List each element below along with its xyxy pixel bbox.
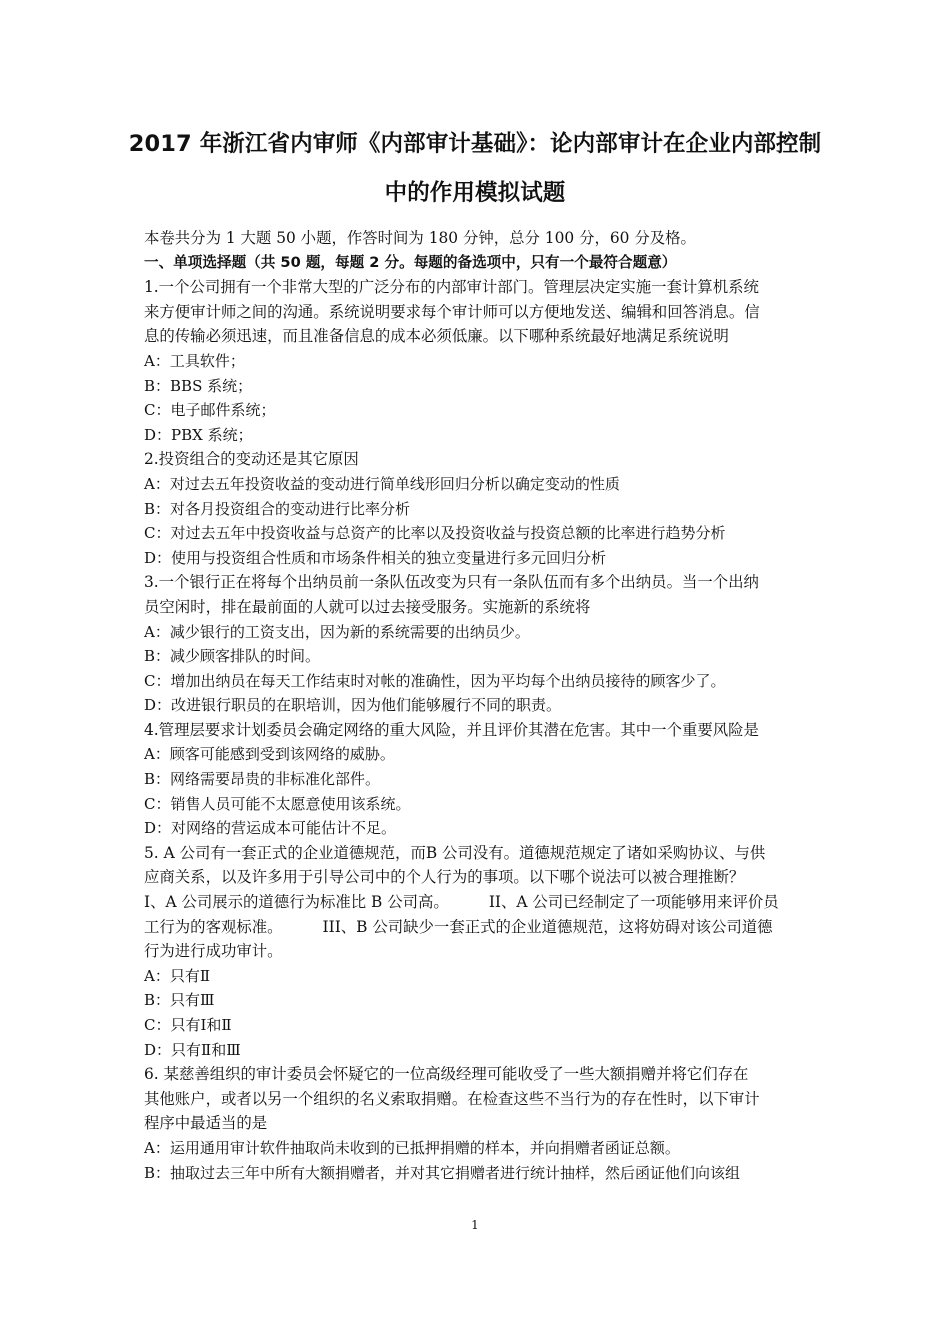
document-title-line-2: 中的作用模拟试题: [384, 180, 566, 206]
question-3-option-b: B：减少顾客排队的时间。: [144, 647, 321, 666]
question-2-line-1: 2.投资组合的变动还是其它原因: [144, 450, 359, 469]
question-3-option-d: D：改进银行职员的在职培训，因为他们能够履行不同的职责。: [144, 696, 562, 715]
question-3-line-1: 3.一个银行正在将每个出纳员前一条队伍改变为只有一条队伍而有多个出纳员。当一个出纳: [144, 573, 759, 592]
question-5-statements-line-2: [144, 915, 824, 940]
question-5-line-1: 5. A 公司有一套正式的企业道德规范，而B 公司没有。道德规范规定了诸如采购协议、与供: [144, 843, 766, 862]
question-6-line-3: 程序中最适当的是: [144, 1114, 268, 1133]
question-3-option-a: A：减少银行的工资支出，因为新的系统需要的出纳员少。: [144, 622, 530, 641]
question-4-line-1: 4.管理层要求计划委员会确定网络的重大风险，并且评价其潜在危害。其中一个重要风险是: [144, 720, 759, 739]
question-1-line-3: 息的传输必须迅速，而且准备信息的成本必须低廉。以下哪种系统最好地满足系统说明: [144, 327, 729, 346]
question-6-option-b: B：抽取过去三年中所有大额捐赠者，并对其它捐赠者进行统计抽样，然后函证他们向该组: [144, 1163, 741, 1182]
question-6-line-1: 6. 某慈善组织的审计委员会怀疑它的一位高级经理可能收受了一些大额捐赠并将它们存在: [144, 1065, 749, 1084]
question-1-option-a: A：工具软件；: [144, 351, 245, 370]
question-3-line-2: 员空闲时，排在最前面的人就可以过去接受服务。实施新的系统将: [144, 597, 591, 616]
question-1-line-2: 来方便审计师之间的沟通。系统说明要求每个审计师可以方便地发送、编辑和回答消息。信: [144, 302, 760, 321]
question-4-option-b: B：网络需要昂贵的非标准化部件。: [144, 770, 381, 789]
question-2-option-a: A：对过去五年投资收益的变动进行简单线形回归分析以确定变动的性质: [144, 474, 620, 493]
document-body: [144, 226, 824, 1185]
section-heading: 一、单项选择题（共 50 题，每题 2 分。每题的备选项中，只有一个最符合题意）: [144, 253, 677, 271]
question-5-option-d: D：只有Ⅱ和Ⅲ: [144, 1040, 241, 1059]
question-4-option-a: A：顾客可能感到受到该网络的威胁。: [144, 745, 395, 764]
question-6-line-2: 其他账户，或者以另一个组织的名义索取捐赠。在检查这些不当行为的存在性时，以下审计: [144, 1089, 760, 1108]
question-4-option-d: D：对网络的营运成本可能估计不足。: [144, 819, 397, 838]
question-2-option-d: D：使用与投资组合性质和市场条件相关的独立变量进行多元回归分析: [144, 548, 607, 567]
exam-intro: 本卷共分为 1 大题 50 小题，作答时间为 180 分钟，总分 100 分，60 分及格。: [144, 229, 696, 247]
question-3-option-c: C：增加出纳员在每天工作结束时对帐的准确性，因为平均每个出纳员接待的顾客少了。: [144, 671, 726, 690]
question-6-option-a: A：运用通用审计软件抽取尚未收到的已抵押捐赠的样本，并向捐赠者函证总额。: [144, 1138, 680, 1157]
question-5-statement-3: III、B 公司缺少一套正式的企业道德规范，这将妨碍对该公司道德: [322, 917, 773, 936]
question-5-statement-2-cont: 工行为的客观标准。: [144, 917, 283, 936]
question-5-option-b: B：只有Ⅲ: [144, 991, 215, 1010]
question-5-statements-line-3: 行为进行成功审计。: [144, 942, 283, 961]
question-5-option-a: A：只有Ⅱ: [144, 966, 211, 985]
question-5-option-c: C：只有Ⅰ和Ⅱ: [144, 1016, 232, 1034]
question-1-option-c: C：电子邮件系统；: [144, 401, 276, 420]
question-4-option-c: C：销售人员可能不太愿意使用该系统。: [144, 794, 411, 813]
question-1-option-b: B：BBS 系统；: [144, 376, 253, 395]
document-title-line-1: 2017 年浙江省内审师《内部审计基础》：论内部审计在企业内部控制: [128, 131, 822, 157]
question-5-statement-1: I、A 公司展示的道德行为标准比 B 公司高。: [144, 893, 449, 912]
question-5-statements-line-1: [144, 890, 824, 915]
question-5-statement-2: II、A 公司已经制定了一项能够用来评价员: [488, 893, 779, 912]
question-1-option-d: D：PBX 系统；: [144, 425, 253, 444]
question-1-line-1: 1.一个公司拥有一个非常大型的广泛分布的内部审计部门。管理层决定实施一套计算机系统: [144, 278, 759, 297]
page-number: 1: [471, 1218, 479, 1232]
question-5-line-2: 应商关系，以及许多用于引导公司中的个人行为的事项。以下哪个说法可以被合理推断？: [144, 868, 745, 887]
question-2-option-c: C：对过去五年中投资收益与总资产的比率以及投资收益与投资总额的比率进行趋势分析: [144, 524, 726, 543]
question-2-option-b: B：对各月投资组合的变动进行比率分析: [144, 499, 411, 518]
